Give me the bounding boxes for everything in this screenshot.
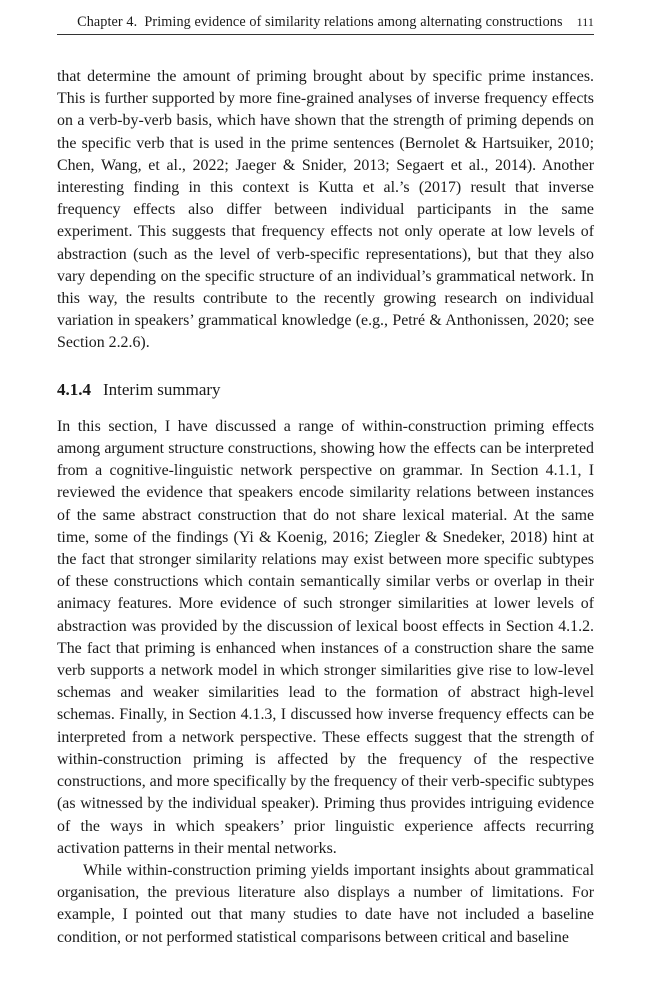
paragraph-1: that determine the amount of priming brought about by specific prime instances. This is further supported by more fine-grained analyses of inverse frequency effects on a verb-by-verb basis, which have shown that the strength of priming depends on the specific verb that is used in the prime sentences (Bernolet & Hartsuiker, 2010; Chen, Wang, et al., 2022; Jaeger & Snider, 2013; Segaert et al., 2014). Another interesting finding in this context is Kutta et al.’s (2017) result that inverse frequency effects also differ between individual participants in the same experiment. This suggests that frequency effects not only operate at low levels of abstraction (such as the level of verb-specific representations), but that they also vary depending on the specific structure of an individual’s grammatical network. In this way, the results contribute to the recently growing research on individual variation in speakers’ grammatical knowledge (e.g., Petré & Anthonissen, 2020; see Section 2.2.6). <box>57 68 594 352</box>
section-heading <box>57 379 594 401</box>
page <box>57 14 594 949</box>
section-title: Interim summary <box>103 379 221 399</box>
running-head <box>57 14 594 35</box>
paragraph-3: While within-construction priming yields important insights about grammatical organisation, the previous literature also displays a number of limitations. For example, I pointed out that many studies to date have not included a baseline condition, or not performed statistical comparisons between critical and baseline <box>57 861 594 946</box>
body-text <box>57 66 594 949</box>
section-number: 4.1.4 <box>57 379 91 399</box>
chapter-title: Chapter 4. Priming evidence of similarity relations among alternating constructions <box>77 14 563 30</box>
page-number: 111 <box>576 15 594 29</box>
paragraph-2: In this section, I have discussed a range of within-construction priming effects among argument structure constructions, showing how the effects can be interpreted from a cognitive-linguistic network perspective on grammar. In Section 4.1.1, I reviewed the evidence that speakers encode similarity relations between instances of the same abstract construction that do not share lexical material. At the same time, some of the findings (Yi & Koenig, 2016; Ziegler & Snedeker, 2018) hint at the fact that stronger similarity relations may exist between more specific subtypes of these constructions which contain semantically similar verbs or overlap in their animacy features. More evidence of such stronger similarities at lower levels of abstraction was provided by the discussion of lexical boost effects in Section 4.1.2. The fact that priming is enhanced when instances of a construction share the same verb supports a network model in which stronger similarities give rise to low-level schemas and weaker similarities lead to the formation of abstract high-level schemas. Finally, in Section 4.1.3, I discussed how inverse frequency effects can be interpreted from a network perspective. These effects suggest that the strength of within-construction priming is affected by the frequency of the respective constructions, and more specifically by the frequency of their verb-specific subtypes (as witnessed by the individual speaker). Priming thus provides intriguing evidence of the ways in which speakers’ prior linguistic experience affects recurring activation patterns in their mental networks. <box>57 417 595 857</box>
